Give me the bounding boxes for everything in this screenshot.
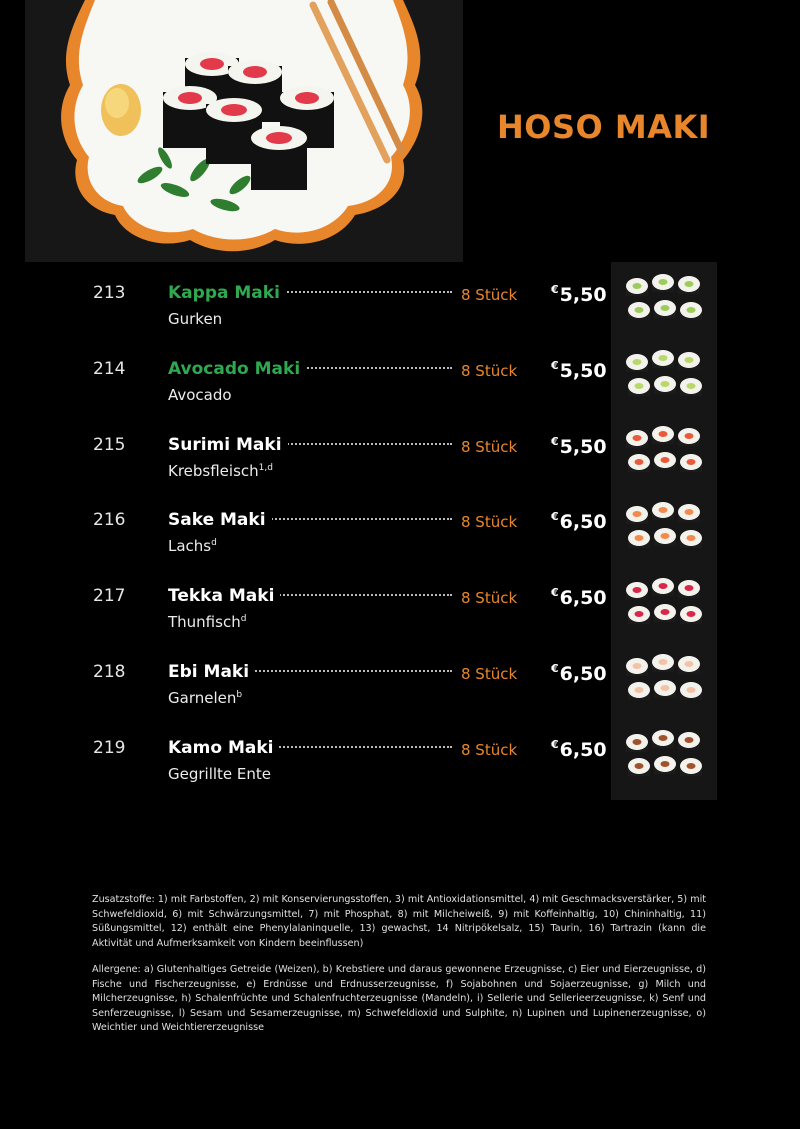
description-text: Lachs xyxy=(168,537,212,556)
item-name: Tekka Maki xyxy=(168,586,280,606)
item-description xyxy=(168,386,232,404)
allergen-superscript: b xyxy=(236,690,243,700)
additives-note: Zusatzstoffe: 1) mit Farbstoffen, 2) mit Konservierungsstoffen, 3) mit Antioxidationsmittel, 4) mit Geschmacksverstärker, 5) mit Schwefeldioxid, 6) mit Schwärzungsmittel, 7) mit Phosphat, 8) mit Milcheiweiß, 9) mit Koffeinhaltig, 10) Chininhaltig, 11) Süßungsmittel, 12) enthält eine Phenylalaninquelle, 13) gewachst, 14 Nitripökelsalz, 15) Taurin, 16) Tartrazin (kann die Aktivität und Aufmerksamkeit von Kindern beeinflussen) xyxy=(92,894,706,949)
menu-item xyxy=(0,728,800,798)
currency-symbol: € xyxy=(551,283,559,296)
menu-item xyxy=(0,500,800,570)
currency-symbol: € xyxy=(551,358,559,372)
menu-item xyxy=(0,425,800,495)
currency-symbol: € xyxy=(551,586,559,600)
footnotes xyxy=(92,893,706,1048)
item-description xyxy=(168,689,242,707)
item-number: 219 xyxy=(93,737,126,758)
description-text: Gegrillte Ente xyxy=(168,764,272,783)
allergen-superscript: d xyxy=(240,614,247,625)
item-price xyxy=(551,738,607,761)
currency-symbol: € xyxy=(551,434,559,448)
item-description xyxy=(168,537,217,555)
item-quantity: 8 Stück xyxy=(461,437,518,456)
hero-photo xyxy=(25,0,463,262)
item-number: 215 xyxy=(93,434,126,455)
hoso-maki-plate-illustration xyxy=(25,0,463,262)
price-value: 6,50 xyxy=(559,511,607,534)
item-name: Avocado Maki xyxy=(168,359,306,379)
item-price xyxy=(551,662,607,685)
currency-symbol: € xyxy=(551,737,559,751)
item-price xyxy=(551,510,607,533)
dot-leader xyxy=(240,518,452,520)
item-quantity: 8 Stück xyxy=(461,740,518,759)
price-value: 5,50 xyxy=(559,359,607,382)
item-name: Kamo Maki xyxy=(168,738,279,758)
item-price xyxy=(551,359,607,382)
item-description xyxy=(168,613,246,631)
item-description xyxy=(168,462,273,480)
item-quantity: 8 Stück xyxy=(461,361,518,380)
price-value: 5,50 xyxy=(559,284,607,306)
price-value: 5,50 xyxy=(559,435,607,458)
item-name: Kappa Maki xyxy=(168,283,286,303)
item-name: Surimi Maki xyxy=(168,435,288,455)
dot-leader xyxy=(240,670,452,672)
item-description xyxy=(168,765,271,783)
price-value: 6,50 xyxy=(559,587,607,610)
item-number: 218 xyxy=(93,662,126,682)
description-text: Thunfisch xyxy=(168,613,241,632)
menu-item xyxy=(0,349,800,419)
menu-item xyxy=(0,576,800,646)
item-price xyxy=(551,435,607,458)
price-value: 6,50 xyxy=(559,738,607,761)
item-quantity: 8 Stück xyxy=(461,286,518,304)
menu-item xyxy=(0,652,800,722)
item-name: Ebi Maki xyxy=(168,662,255,682)
item-quantity: 8 Stück xyxy=(461,665,518,683)
section-title: HOSO MAKI xyxy=(497,108,711,146)
price-value: 6,50 xyxy=(559,663,607,685)
item-price xyxy=(551,283,607,306)
item-quantity: 8 Stück xyxy=(461,513,518,532)
description-text: Garnelen xyxy=(168,689,237,707)
description-text: Krebsfleisch xyxy=(168,461,259,480)
item-name: Sake Maki xyxy=(168,510,272,530)
item-description xyxy=(168,310,222,328)
allergen-superscript: d xyxy=(211,538,217,549)
item-quantity: 8 Stück xyxy=(461,589,518,608)
currency-symbol: € xyxy=(551,662,559,675)
item-number: 214 xyxy=(93,358,126,379)
menu-item xyxy=(0,273,800,343)
allergens-note: Allergene: a) Glutenhaltiges Getreide (Weizen), b) Krebstiere und daraus gewonnene Erzeugnisse, c) Eier und Eierzeugnisse, d) Fische und Fischerzeugnisse, e) Erdnüsse und Erdnusserzeugnisse, f) Sojabohnen und Sojaerzeugnisse, g) Milch und Milcherzeugnisse, h) Schalenfrüchte und Schalenfruchterzeugnisse (Mandeln), i) Sellerie und Sellerieerzeugnisse, k) Senf und Senferzeugnisse, l) Sesam und Sesamerzeugnisse, m) Schwefeldioxid und Sulphite, n) Lupinen und Lupinenerzeugnisse, o) Weichtier und Weichtiererzeugnisse xyxy=(92,964,706,1033)
currency-symbol: € xyxy=(551,510,559,524)
allergen-superscript: 1,d xyxy=(258,462,273,473)
item-number: 216 xyxy=(93,510,126,531)
item-number: 217 xyxy=(93,586,126,607)
description-text: Avocado xyxy=(168,385,232,404)
item-number: 213 xyxy=(93,283,126,303)
item-price xyxy=(551,586,607,609)
description-text: Gurken xyxy=(168,310,223,328)
